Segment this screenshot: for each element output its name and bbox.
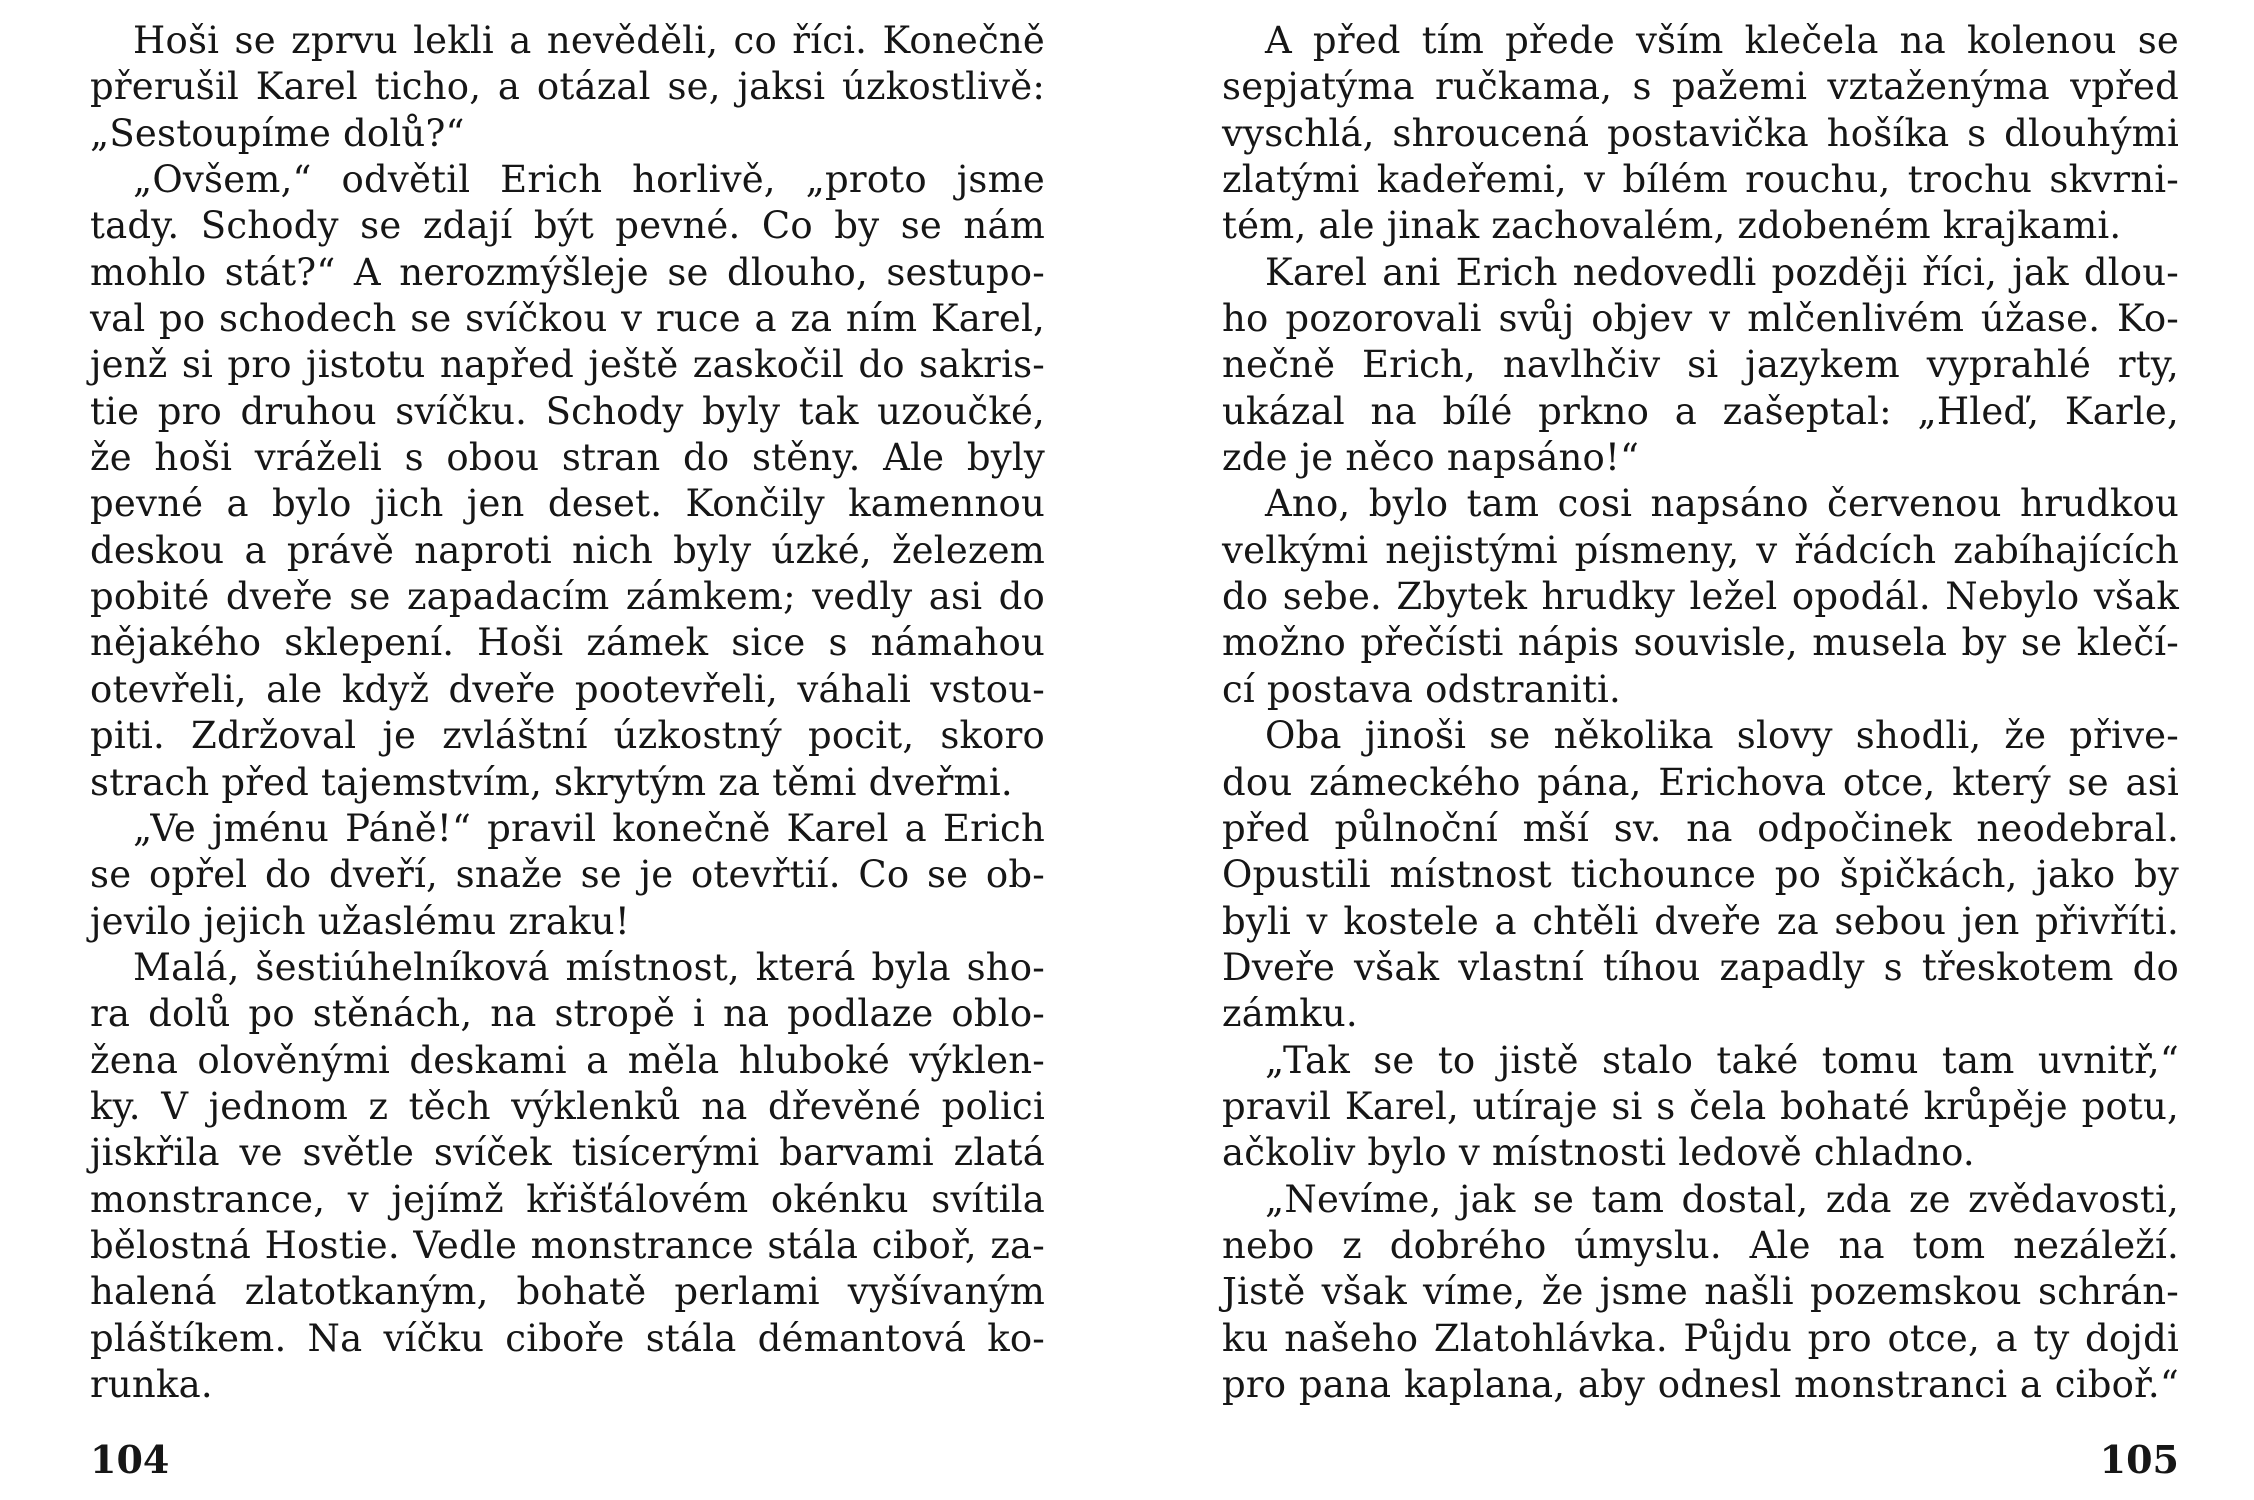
text-line: nějakého sklepení. Hoši zámek sice s námahou xyxy=(90,621,1045,665)
text-line: „Ve jménu Páně!“ pravil konečně Karel a Erich xyxy=(133,806,1045,850)
text-line: zde je něco napsáno!“ xyxy=(1222,436,1640,480)
text-line: jevilo jejich užaslému zraku! xyxy=(90,899,630,943)
right-page-text xyxy=(1222,18,2179,1408)
text-line: pobité dveře se zapadacím zámkem; vedly asi do xyxy=(90,575,1045,619)
text-line: před půlnoční mší sv. na odpočinek neodebral. xyxy=(1222,806,2179,850)
text-line: halená zlatotkaným, bohatě perlami vyšívaným xyxy=(90,1270,1045,1314)
text-line: Oba jinoši se několika slovy shodli, že přive- xyxy=(1265,714,2179,758)
text-line: mohlo stát?“ A nerozmýšleje se dlouho, sestupo- xyxy=(90,250,1045,294)
text-line: monstrance, v jejímž křišťálovém okénku svítila xyxy=(90,1177,1045,1221)
text-line: Ano, bylo tam cosi napsáno červenou hrudkou xyxy=(1265,482,2179,526)
left-page-text xyxy=(90,18,1045,1408)
text-line: tady. Schody se zdají být pevné. Co by se nám xyxy=(90,204,1045,248)
text-line: sepjatýma ručkama, s pažemi vztaženýma vpřed xyxy=(1222,65,2179,109)
text-line: že hoši vráželi s obou stran do stěny. Ale byly xyxy=(90,436,1045,480)
text-line: Opustili místnost tichounce po špičkách, jako by xyxy=(1222,853,2179,897)
text-line: Karel ani Erich nedovedli později říci, jak dlou- xyxy=(1265,250,2179,294)
text-line: Jistě však víme, že jsme našli pozemskou schrán- xyxy=(1222,1270,2179,1314)
text-line: dou zámeckého pána, Erichova otce, který se asi xyxy=(1222,760,2179,804)
text-line: bělostná Hostie. Vedle monstrance stála ciboř, za- xyxy=(90,1223,1045,1267)
text-line: pravil Karel, utíraje si s čela bohaté krůpěje potu, xyxy=(1222,1084,2179,1128)
text-line: „Nevíme, jak se tam dostal, zda ze zvědavosti, xyxy=(1265,1177,2179,1221)
text-line: ho pozorovali svůj objev v mlčenlivém úžase. Ko- xyxy=(1222,297,2179,341)
text-line: ra dolů po stěnách, na stropě i na podlaze oblo- xyxy=(90,992,1045,1036)
text-line: strach před tajemstvím, skrytým za těmi dveřmi. xyxy=(90,760,1013,804)
right-page xyxy=(1127,0,2254,1500)
text-line: nebo z dobrého úmyslu. Ale na tom nezáleží. xyxy=(1222,1223,2179,1267)
text-line: do sebe. Zbytek hrudky ležel opodál. Nebylo však xyxy=(1222,575,2179,619)
text-line: Malá, šestiúhelníková místnost, která byla sho- xyxy=(133,945,1045,989)
text-line: jiskřila ve světle svíček tisícerými barvami zlatá xyxy=(90,1131,1045,1175)
text-line: vyschlá, shroucená postavička hošíka s dlouhými xyxy=(1222,111,2179,155)
text-line: A před tím přede vším klečela na kolenou se xyxy=(1265,19,2179,62)
text-line: Dveře však vlastní tíhou zapadly s třeskotem do xyxy=(1222,945,2179,989)
text-line: „Sestoupíme dolů?“ xyxy=(90,111,465,155)
text-line: Hoši se zprvu lekli a nevěděli, co říci. Konečně xyxy=(133,19,1045,62)
text-line: cí postava odstraniti. xyxy=(1222,667,1622,711)
page-number-left: 104 xyxy=(90,1437,170,1482)
text-line: „Ovšem,“ odvětil Erich horlivě, „proto jsme xyxy=(133,158,1045,202)
text-line: ukázal na bílé prkno a zašeptal: „Hleď, Karle, xyxy=(1222,389,2179,433)
text-line: ky. V jednom z těch výklenků na dřevěné polici xyxy=(90,1084,1045,1128)
page-number-right: 105 xyxy=(2099,1437,2179,1482)
text-line: možno přečísti nápis souvisle, musela by se klečí- xyxy=(1222,621,2179,665)
text-line: nečně Erich, navlhčiv si jazykem vyprahlé rty, xyxy=(1222,343,2179,387)
text-line: žena olověnými deskami a měla hluboké výklen- xyxy=(90,1038,1045,1082)
text-line: deskou a právě naproti nich byly úzké, železem xyxy=(90,528,1045,572)
text-line: zlatými kadeřemi, v bílém rouchu, trochu skvrni- xyxy=(1222,158,2179,202)
text-line: ačkoliv bylo v místnosti ledově chladno. xyxy=(1222,1131,1975,1175)
text-line: přerušil Karel ticho, a otázal se, jaksi úzkostlivě: xyxy=(90,65,1045,109)
text-line: zámku. xyxy=(1222,992,1358,1036)
text-line: runka. xyxy=(90,1362,213,1406)
text-line: tie pro druhou svíčku. Schody byly tak uzoučké, xyxy=(90,389,1045,433)
text-line: piti. Zdržoval je zvláštní úzkostný pocit, skoro xyxy=(90,714,1045,758)
text-line: pláštíkem. Na víčku ciboře stála démantová ko- xyxy=(90,1316,1045,1360)
text-line: ku našeho Zlatohlávka. Půjdu pro otce, a ty dojdi xyxy=(1222,1316,2179,1360)
text-line: velkými nejistými písmeny, v řádcích zabíhajících xyxy=(1222,528,2179,572)
text-line: otevřeli, ale když dveře pootevřeli, váhali vstou- xyxy=(90,667,1045,711)
text-line: val po schodech se svíčkou v ruce a za ním Karel, xyxy=(90,297,1045,341)
text-line: jenž si pro jistotu napřed ještě zaskočil do sakris- xyxy=(90,343,1045,387)
text-line: se opřel do dveří, snaže se je otevřtií. Co se ob- xyxy=(90,853,1045,897)
text-line: pro pana kaplana, aby odnesl monstranci a ciboř.“ xyxy=(1222,1362,2179,1406)
text-line: tém, ale jinak zachovalém, zdobeném krajkami. xyxy=(1222,204,2122,248)
text-line: „Tak se to jistě stalo také tomu tam uvnitř,“ xyxy=(1265,1038,2179,1082)
text-line: pevné a bylo jich jen deset. Končily kamennou xyxy=(90,482,1045,526)
text-line: byli v kostele a chtěli dveře za sebou jen přivříti. xyxy=(1222,899,2179,943)
